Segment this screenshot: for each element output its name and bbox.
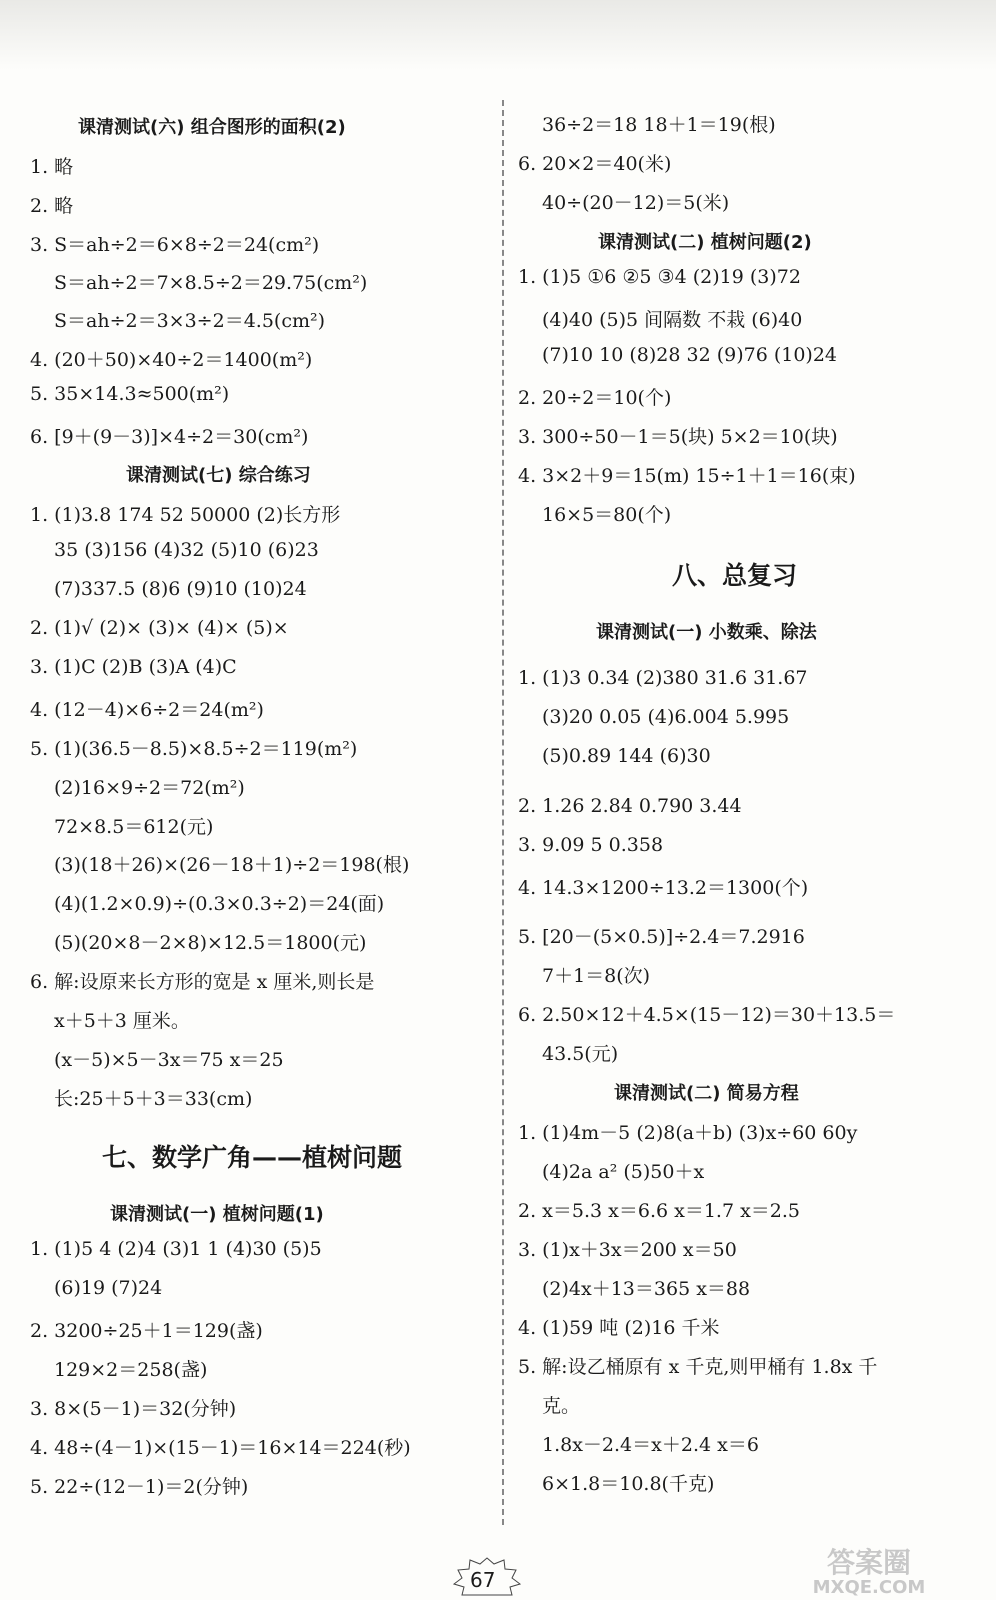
left-line: 1. (1)3.8 174 52 50000 (2)长方形 — [30, 504, 341, 526]
scan-top-shading — [0, 0, 996, 70]
right-line: (4)40 (5)5 间隔数 不栽 (6)40 — [542, 309, 803, 331]
watermark-title: 答案圈 — [826, 1546, 912, 1579]
column-divider — [502, 100, 504, 1525]
right-line: 5. [20－(5×0.5)]÷2.4＝7.2916 — [518, 926, 805, 948]
right-line: 八、总复习 — [672, 561, 798, 590]
left-line: 129×2＝258(盏) — [54, 1359, 208, 1381]
left-line: 课清测试(六) 组合图形的面积(2) — [78, 117, 346, 138]
right-line: 16×5＝80(个) — [542, 504, 672, 526]
left-line: 5. (1)(36.5－8.5)×8.5÷2＝119(m²) — [30, 738, 358, 760]
left-line: 72×8.5＝612(元) — [54, 816, 214, 838]
left-line: 2. 3200÷25＋1＝129(盏) — [30, 1320, 263, 1342]
right-line: 43.5(元) — [542, 1043, 619, 1065]
left-line: 长:25＋5＋3＝33(cm) — [54, 1088, 253, 1110]
right-line: 2. x＝5.3 x＝6.6 x＝1.7 x＝2.5 — [518, 1200, 801, 1222]
left-line: (2)16×9÷2＝72(m²) — [54, 777, 245, 799]
right-line: (5)0.89 144 (6)30 — [542, 745, 711, 767]
left-line: x＋5＋3 厘米。 — [54, 1010, 190, 1032]
left-line: 6. [9＋(9－3)]×4÷2＝30(cm²) — [30, 426, 309, 448]
left-line: S＝ah÷2＝3×3÷2＝4.5(cm²) — [54, 310, 326, 332]
right-line: 36÷2＝18 18＋1＝19(根) — [542, 114, 776, 136]
right-line: 2. 1.26 2.84 0.790 3.44 — [518, 795, 742, 817]
page-number: 67 — [470, 1568, 496, 1592]
left-line: 课清测试(七) 综合练习 — [126, 465, 311, 486]
left-line: (x－5)×5－3x＝75 x＝25 — [54, 1049, 284, 1071]
left-line: 4. (20＋50)×40÷2＝1400(m²) — [30, 349, 313, 371]
left-line: 6. 解:设原来长方形的宽是 x 厘米,则长是 — [30, 971, 375, 993]
left-line: (7)337.5 (8)6 (9)10 (10)24 — [54, 578, 307, 600]
right-line: 7＋1＝8(次) — [542, 965, 651, 987]
left-line: 1. 略 — [30, 156, 74, 178]
right-line: 3. 9.09 5 0.358 — [518, 834, 664, 856]
left-line: 4. (12－4)×6÷2＝24(m²) — [30, 699, 264, 721]
right-line: 1. (1)3 0.34 (2)380 31.6 31.67 — [518, 667, 808, 689]
left-line: 5. 22÷(12－1)＝2(分钟) — [30, 1476, 249, 1498]
watermark-logo — [759, 1546, 984, 1596]
right-line: 课清测试(二) 植树问题(2) — [598, 232, 812, 253]
right-line: 1. (1)5 ①6 ②5 ③4 (2)19 (3)72 — [518, 266, 801, 288]
right-line: (3)20 0.05 (4)6.004 5.995 — [542, 706, 790, 728]
left-line: 2. (1)√ (2)× (3)× (4)× (5)× — [30, 617, 289, 639]
right-line: 3. 300÷50－1＝5(块) 5×2＝10(块) — [518, 426, 838, 448]
right-line: 克。 — [542, 1395, 581, 1417]
left-line: (4)(1.2×0.9)÷(0.3×0.3÷2)＝24(面) — [54, 893, 385, 915]
left-line: 3. 8×(5－1)＝32(分钟) — [30, 1398, 237, 1420]
right-line: 1.8x－2.4＝x＋2.4 x＝6 — [542, 1434, 759, 1456]
left-line: 1. (1)5 4 (2)4 (3)1 1 (4)30 (5)5 — [30, 1238, 322, 1260]
left-line: S＝ah÷2＝7×8.5÷2＝29.75(cm²) — [54, 272, 368, 294]
right-line: 4. (1)59 吨 (2)16 千米 — [518, 1317, 720, 1339]
left-line: 七、数学广角——植树问题 — [102, 1143, 403, 1172]
right-line: 6. 20×2＝40(米) — [518, 153, 672, 175]
watermark-url: MXQE.COM — [812, 1577, 926, 1596]
right-line: 3. (1)x＋3x＝200 x＝50 — [518, 1239, 737, 1261]
right-line: 40÷(20－12)＝5(米) — [542, 192, 730, 214]
left-line: 5. 35×14.3≈500(m²) — [30, 383, 230, 405]
right-line: 6. 2.50×12＋4.5×(15－12)＝30＋13.5＝ — [518, 1004, 896, 1026]
left-line: 2. 略 — [30, 195, 74, 217]
right-line: (4)2a a² (5)50＋x — [542, 1161, 705, 1183]
left-line: (5)(20×8－2×8)×12.5＝1800(元) — [54, 932, 367, 954]
left-line: 3. (1)C (2)B (3)A (4)C — [30, 656, 237, 678]
right-line: 4. 3×2＋9＝15(m) 15÷1＋1＝16(束) — [518, 465, 856, 487]
right-line: 课清测试(一) 小数乘、除法 — [596, 622, 817, 643]
right-line: 1. (1)4m－5 (2)8(a＋b) (3)x÷60 60y — [518, 1122, 858, 1144]
left-line: 课清测试(一) 植树问题(1) — [110, 1204, 324, 1225]
right-line: 6×1.8＝10.8(千克) — [542, 1473, 715, 1495]
right-line: (2)4x＋13＝365 x＝88 — [542, 1278, 751, 1300]
left-line: 3. S＝ah÷2＝6×8÷2＝24(cm²) — [30, 234, 320, 256]
right-line: 2. 20÷2＝10(个) — [518, 387, 672, 409]
right-line: 课清测试(二) 简易方程 — [614, 1083, 799, 1104]
left-line: 4. 48÷(4－1)×(15－1)＝16×14＝224(秒) — [30, 1437, 411, 1459]
left-line: (3)(18＋26)×(26－18＋1)÷2＝198(根) — [54, 854, 410, 876]
right-line: 5. 解:设乙桶原有 x 千克,则甲桶有 1.8x 千 — [518, 1356, 878, 1378]
right-line: (7)10 10 (8)28 32 (9)76 (10)24 — [542, 344, 838, 366]
right-line: 4. 14.3×1200÷13.2＝1300(个) — [518, 877, 809, 899]
left-line: (6)19 (7)24 — [54, 1277, 163, 1299]
left-line: 35 (3)156 (4)32 (5)10 (6)23 — [54, 539, 319, 561]
